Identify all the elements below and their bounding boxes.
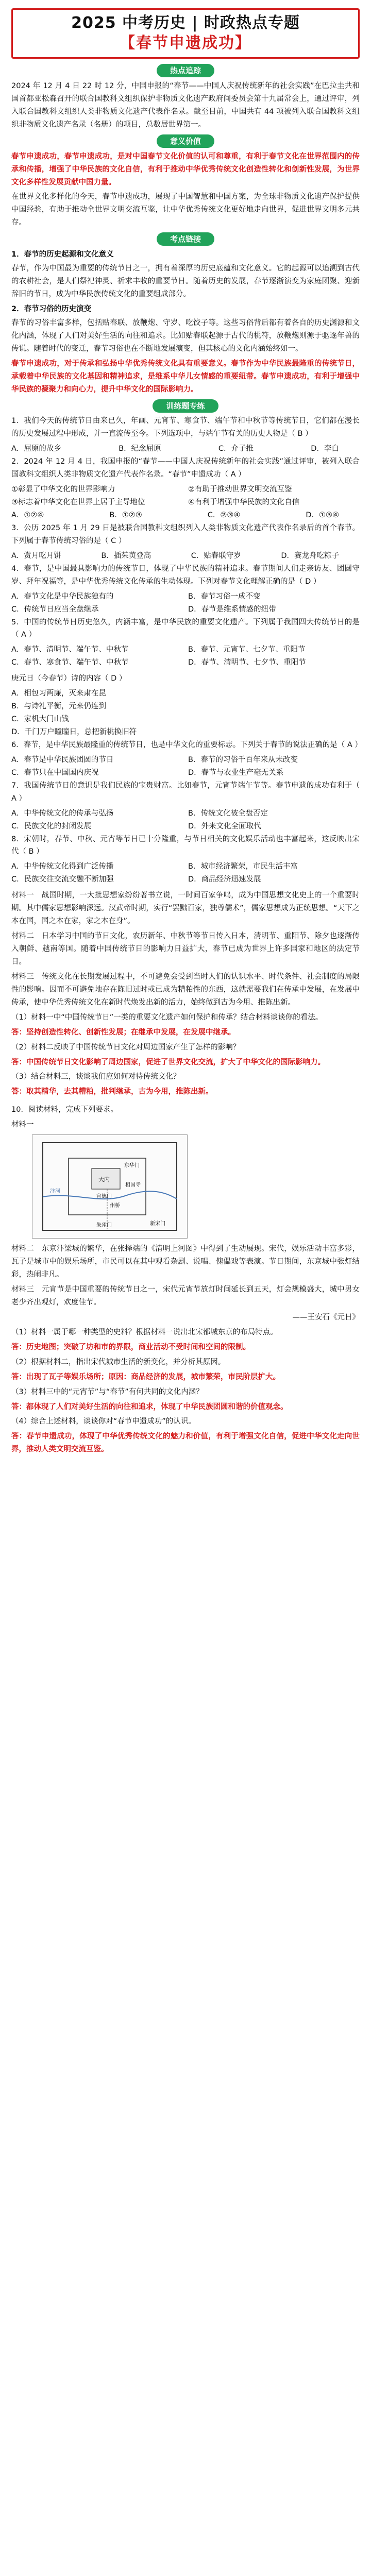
option: C．民族文化的封闭发展	[11, 822, 92, 831]
question-2: 2．2024 年 12 月 4 日，我国申报的“春节——中国人庆祝传统新年的社会实践”通过评审，被列入联合国教科文组织人类非物质文化遗产代表作名录。“春节”申遗成功（ A ）	[11, 457, 360, 479]
sub-question-2: （2）材料二反映了中国传统节日文化对周边国家产生了怎样的影响？	[11, 1043, 241, 1052]
sub-question-7: （4）综合上述材料，谈谈你对“春节申遗成功”的认识。	[11, 1417, 196, 1426]
answer-5: 答：出现了瓦子等娱乐场所；原因：商品经济的发展，城市繁荣，市民阶层扩大。	[11, 1372, 280, 1381]
meaning-paragraph-2: 在世界文化多样化的今天，春节申遗成功，展现了中国智慧和中国方案，为全球非物质文化遗产保护提供中国经验，有助于推动全世界文明交流互鉴，让中华优秀传统文化更好地走向世界，促进世界文明多元共存。	[11, 193, 360, 227]
option: C．②③④	[207, 511, 241, 519]
option: B．春节习俗一成不变	[188, 592, 261, 601]
question-5: 5．中国的传统节日历史悠久，内涵丰富，是中华民族的重要文化遗产。下列属于我国四大传统节日的是（ A ）	[11, 618, 360, 639]
option: D．李白	[311, 445, 339, 453]
option: D．①③④	[306, 511, 339, 519]
option: B．春节、元宵节、七夕节、重阳节	[188, 646, 306, 654]
map-label: 材料一	[11, 1121, 34, 1129]
question-4-options	[11, 590, 360, 616]
option: C．春节、寒食节、端午节、中秋节	[11, 658, 129, 667]
sub-question-3: （3）结合材料三，谈谈我们应如何对待传统文化？	[11, 1073, 181, 1081]
knowledge-paragraph-1: 春节，作为中国最为重要的传统节日之一，拥有着深厚的历史底蕴和文化意义。它的起源可以追溯到古代的农耕社会，是人们祭祀神灵、祈求丰收的重要节日。随着历史的发展，春节逐渐演变为家庭团聚、迎新辞旧的节日，成为中华民族传统文化的重要组成部分。	[11, 264, 360, 298]
material-4: 材料二 东京汴梁城的繁华，在张择端的《清明上河图》中得到了生动展现。宋代，娱乐活动丰富多彩，瓦子是城市中的娱乐场所，市民可以在其中观看杂剧、说唱、傀儡戏等表演。节日期间，东京城中张灯结彩，热闹非凡。	[11, 1245, 360, 1279]
map-label-temple: 相国寺	[125, 1182, 141, 1189]
question-1-options	[11, 443, 360, 455]
material-2: 材料二 日本学习中国的节日文化，农历新年、中秋节等节日传入日本，清明节、重阳节、除夕也逐渐传入朝鲜、越南等国。随着中国传统节日的影响力日益扩大，春节已成为世界上许多国家和地区的法定节日。	[11, 932, 360, 966]
question-4: 4．春节，是中国最具影响力的传统节日，体现了中华民族的精神追求。春节期间人们走亲访友、团圆守岁、拜年祝福等，是中华优秀传统文化传承的生动体现。下列对春节文化理解正确的是（ D ）	[11, 564, 360, 586]
map-drawing	[32, 1135, 187, 1238]
meaning-paragraph-1: 春节申遗成功，春节申遗成功，是对中国春节文化价值的认可和尊重，有利于春节文化在世界范围内的传承和传播，增强了中华民族的文化自信，有利于推动中华优秀传统文化创造性转化和创新性发展，为世界文化多样性发展贡献中国力量。	[11, 152, 360, 187]
intro-paragraph: 2024 年 12 月 4 日 22 时 12 分，中国申报的“春节——中国人庆祝传统新年的社会实践”在巴拉圭共和国首都亚松森召开的联合国教科文组织保护非物质文化遗产政府间委员会第十九届常会上，通过评审，列入联合国教科文组织人类非物质文化遗产代表作名录。截至目前，中国共有 44 项被列入联合国教科文组织非物质文化遗产名录（名册）的项目，总数居世界第一。	[11, 81, 360, 129]
option: A．春节文化是中华民族独有的	[11, 592, 114, 601]
map-label-east-gate: 东华门	[124, 1163, 140, 1169]
question-10-title: 10．阅读材料，完成下列要求。	[11, 1106, 118, 1114]
sub-question-1: （1）材料一中“中国传统节日”一类的重要文化遗产如何保护和传承？结合材料谈谈你的看法。	[11, 1013, 323, 1022]
option: A．中华传统文化的传承与弘扬	[11, 809, 114, 818]
answer-6: 答：都体现了人们对美好生活的向往和追求，体现了中华民族团圆和谐的价值观念。	[11, 1402, 288, 1411]
page-title: 2025 中考历史 | 时政热点专题	[71, 14, 300, 32]
option: A．①②④	[11, 511, 44, 519]
option: C．介子推	[218, 445, 254, 453]
answer-1: 答：坚持创造性转化、创新性发展；在继承中发展，在发展中继承。	[11, 1028, 235, 1037]
option: B．①②③	[109, 511, 142, 519]
option: A．春节是中华民族团圆的节日	[11, 755, 114, 764]
map-label-palace: 大内	[98, 1176, 110, 1183]
title-box	[11, 8, 360, 59]
poem-attribution: ——王安石《元日》	[292, 1313, 360, 1321]
option: A．中华传统文化得到广泛传播	[11, 862, 114, 871]
material-3: 材料三 传统文化在长期发展过程中，不可避免会受到当时人们的认识水平、时代条件、社会制度的局限性的影响。因而不可避免地存在陈旧过时或已成为糟粕性的东西，这就需要我们在传承中发展，在发展中传承，使中华优秀传统文化在新时代焕发出新的活力，始终做到古为今用、推陈出新。	[11, 972, 360, 1007]
option: B．春节的习俗千百年来从未改变	[188, 755, 298, 764]
material-5: 材料三 元宵节是中国重要的传统节日之一，宋代元宵节放灯时间延长到五天，灯会规模盛大，城中男女老少齐出观灯，欢度佳节。	[11, 1285, 360, 1307]
page-subtitle: 【春节申遗成功】	[120, 34, 251, 52]
sub-question-6: （3）材料三中的“元宵节”与“春节”有何共同的文化内涵？	[11, 1387, 204, 1396]
section-badge-knowledge: 考点链接	[157, 232, 214, 246]
answer-3: 答：取其精华，去其糟粕，批判继承，古为今用，推陈出新。	[11, 1088, 213, 1096]
option: B．与诗礼平衡，元来仍连到	[11, 702, 106, 711]
material-text: 战国时期，一大批思想家纷纷著书立说，一时间百家争鸣，成为中国思想文化史上的一个重要时期。其中儒家思想影响深远。汉武帝时期，实行“罢黜百家，独尊儒术”，儒家思想成为正统思想。“天下之本在国，国之本在家，家之本在身”。	[11, 891, 360, 926]
option: C．贴春联守岁	[191, 551, 241, 560]
map-label-south-gate: 朱雀门	[96, 1223, 112, 1229]
statement: ④有利于增强中华民族的文化自信	[188, 498, 299, 507]
question-7-options	[11, 807, 360, 833]
question-8-options	[11, 860, 360, 886]
option: D．春节是维系情感的纽带	[188, 605, 276, 614]
statement: ①彰显了中华文化的世界影响力	[11, 485, 115, 494]
option: C．家机大门山钱	[11, 715, 69, 724]
knowledge-heading-2: 2．春节习俗的历史演变	[11, 304, 92, 313]
option: D．外来文化全面取代	[188, 822, 261, 831]
option: C．春节只在中国国内庆祝	[11, 768, 99, 777]
knowledge-heading-1: 1．春节的历史起源和文化意义	[11, 250, 114, 259]
option: B．城市经济繁荣，市民生活丰富	[188, 862, 298, 871]
question-6: 6．春节，是中华民族最隆重的传统节日，也是中华文化的重要标志。下列关于春节的说法正确的是（ A ）	[11, 740, 362, 749]
statement: ②有助于推动世界文明交流互鉴	[188, 485, 292, 494]
option: C．民族交往交流交融不断加强	[11, 875, 114, 884]
question-5-options	[11, 643, 360, 669]
sub-question-5: （2）根据材料二，指出宋代城市生活的新变化，并分析其原因。	[11, 1358, 226, 1366]
question-8: 8．宋朝时，春节、中秋、元宵等节日已十分隆重，与节日相关的文化娱乐活动也丰富起来，这反映出宋代（ B ）	[11, 835, 360, 856]
material-1	[11, 889, 360, 928]
section-badge-meaning: 意义价值	[157, 134, 214, 148]
question-3-options	[11, 550, 360, 563]
question-2-items	[11, 483, 360, 509]
map-label-new-gate: 新宋门	[150, 1221, 165, 1227]
answer-4: 答：历史地图；突破了坊和市的界限，商业活动不受时间和空间的限制。	[11, 1343, 250, 1351]
section-badge-training: 训练题专练	[153, 399, 218, 413]
map-label-gate: 宣德门	[96, 1194, 112, 1200]
option: D．赛龙舟吃粽子	[281, 551, 339, 560]
option: D．千门万户瞳瞳日，总把新桃换旧符	[11, 728, 137, 736]
knowledge-paragraph-3: 春节申遗成功，对于传承和弘扬中华优秀传统文化具有重要意义。春节作为中华民族最隆重的传统节日，承载着中华民族的文化基因和精神追求，是维系中华儿女情感的重要纽带。春节申遗成功，有利于增强中华民族的凝聚力和向心力，提升中华文化的国际影响力。	[11, 359, 360, 394]
option: C．传统节日应当全盘继承	[11, 605, 99, 614]
section-badge-hot: 热点追踪	[157, 64, 214, 77]
option: B．传统文化被全盘否定	[188, 809, 268, 818]
question-6-options	[11, 754, 360, 779]
question-2-options	[11, 509, 360, 522]
song-capital-map	[32, 1134, 188, 1239]
option: A．赏月吃月饼	[11, 551, 61, 560]
option: D．春节与农业生产毫无关系	[188, 768, 284, 777]
question-1: 1．我们今天的传统节日由来已久，年画、元宵节、寒食节、端午节和中秋节等传统节日，它们都在漫长的历史发展过程中形成，并一直流传至今。下列选项中，与端午节有关的历史人物是（ B ）	[11, 417, 360, 438]
option: A．屈原的故乡	[11, 445, 61, 453]
material-label: 材料一	[11, 891, 35, 900]
statement: ③标志着中华文化在世界上居于主导地位	[11, 498, 145, 507]
poem-options	[11, 687, 360, 739]
knowledge-paragraph-2: 春节的习俗丰富多样，包括贴春联、放鞭炮、守岁、吃饺子等。这些习俗背后都有着各自的历史渊源和文化内涵，体现了人们对美好生活的向往和追求。比如贴春联起源于古代的桃符，放鞭炮则源于驱逐年兽的传说。随着时代的变迁，春节习俗也在不断地发展演变，但其核心的文化内涵始终如一。	[11, 318, 360, 353]
option: B．纪念屈原	[119, 445, 161, 453]
option: D．商品经济迅速发展	[188, 875, 261, 884]
map-label-bridge: 州桥	[110, 1203, 120, 1209]
poem-question: 庚元日（今春节）诗的内容（ D ）	[11, 674, 127, 683]
sub-question-4: （1）材料一属于哪一种类型的史料？根据材料一说出北宋都城东京的布局特点。	[11, 1328, 278, 1336]
option: A．相包习两廉，灭来肃在昆	[11, 689, 106, 698]
map-label-river: 汴河	[50, 1189, 60, 1195]
question-3: 3．公历 2025 年 1 月 29 日是被联合国教科文组织列入人类非物质文化遗产代表作名录后的首个春节。下列属于春节传统习俗的是（ C ）	[11, 523, 360, 545]
option: B．插茱萸登高	[101, 551, 151, 560]
option: A．春节、清明节、端午节、中秋节	[11, 646, 129, 654]
question-7: 7．我国传统节日的意识是我们民族的宝贵财富。比如春节，元宵节端午节等。春节申遗的成功有利于（ A ）	[11, 781, 360, 803]
answer-2: 答：中国传统节日文化影响了周边国家，促进了世界文化交流，扩大了中华文化的国际影响力。	[11, 1058, 325, 1066]
option: D．春节、清明节、七夕节、重阳节	[188, 658, 306, 667]
answer-7: 答：春节申遗成功，体现了中华优秀传统文化的魅力和价值，有利于增强文化自信，促进中华文化走向世界，推动人类文明交流互鉴。	[11, 1432, 360, 1454]
